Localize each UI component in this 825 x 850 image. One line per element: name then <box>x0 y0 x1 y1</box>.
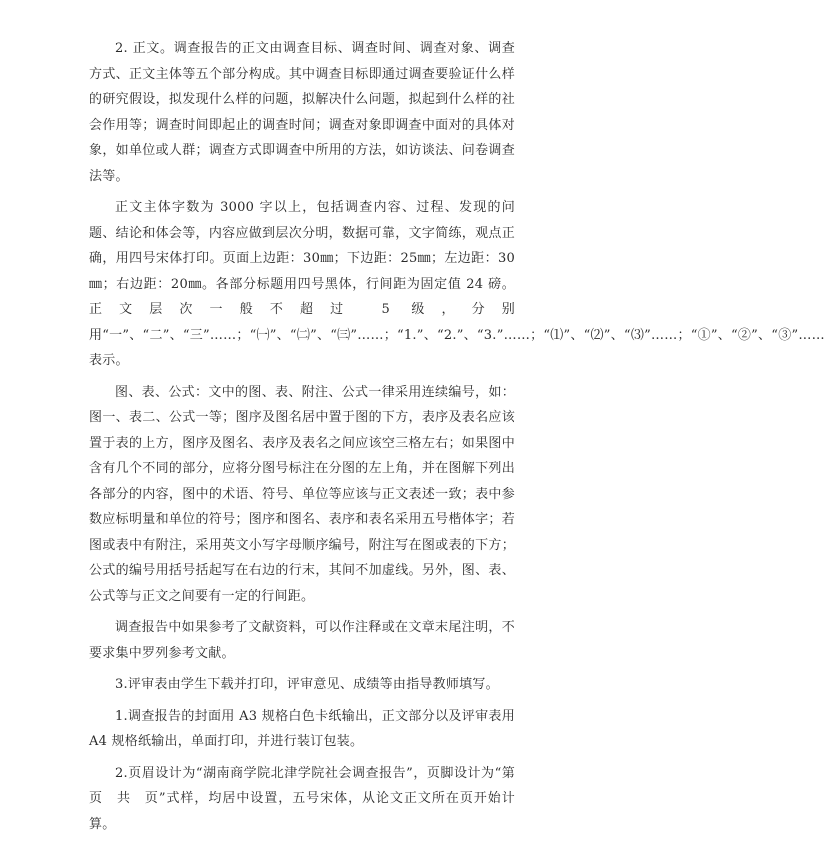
paragraph-printing: 1.调查报告的封面用 A3 规格白色卡纸输出，正文部分以及评审表用 A4 规格纸输出，单面打印，并进行装订包装。 <box>89 708 515 749</box>
document-body <box>89 36 825 843</box>
paragraph-body-formatting: 正文主体字数为 3000 字以上，包括调查内容、过程、发现的问题、结论和体会等，内容应做到层次分明，数据可靠，文字简练，观点正确，用四号宋体打印。页面上边距：30㎜；下边距：25㎜；左边距：30㎜；右边距：20㎜。各部分标题用四号黑体，行间距为固定值 24 磅。正文层次一般不超过 5 级，分别用“一”、“二”、“三”……；“㈠”、“㈡”、“㈢”……；“1.”、“2.”、“3.”……；“⑴”、“⑵”、“⑶”……；“①”、“②”、“③”……表示。 <box>89 200 825 368</box>
paragraph-references: 调查报告中如果参考了文献资料，可以作注释或在文章末尾注明，不要求集中罗列参考文献。 <box>89 620 515 661</box>
paragraph-header-footer: 2.页眉设计为“湖南商学院北津学院社会调查报告”，页脚设计为“第 页 共 页”式样，均居中设置，五号宋体，从论文正文所在页开始计算。 <box>89 765 529 832</box>
paragraph-review-form: 3.评审表由学生下载并打印，评审意见、成绩等由指导教师填写。 <box>115 677 499 692</box>
paragraph-main-text-structure: 2. 正文。调查报告的正文由调查目标、调查时间、调查对象、调查方式、正文主体等五个部分构成。其中调查目标即通过调查要验证什么样的研究假设，拟发现什么样的问题，拟解决什么问题，拟起到什么样的社会作用等；调查时间即起止的调查时间；调查对象即调查中面对的具体对象，如单位或人群；调查方式即调查中所用的方法，如访谈法、问卷调查法等。 <box>89 41 515 184</box>
paragraph-figures-tables-formulas: 图、表、公式：文中的图、表、附注、公式一律采用连续编号，如：图一、表二、公式一等；图序及图名居中置于图的下方，表序及表名应该置于表的上方，图序及图名、表序及表名之间应该空三格左右；如果图中含有几个不同的部分，应将分图号标注在分图的左上角，并在图解下列出各部分的内容，图中的术语、符号、单位等应该与正文表述一致；表中参数应标明量和单位的符号；图序和图名、表序和表名采用五号楷体字；若图或表中有附注，采用英文小写字母顺序编号，附注写在图或表的下方；公式的编号用括号括起写在右边的行末，其间不加虚线。另外，图、表、公式等与正文之间要有一定的行间距。 <box>89 384 515 604</box>
